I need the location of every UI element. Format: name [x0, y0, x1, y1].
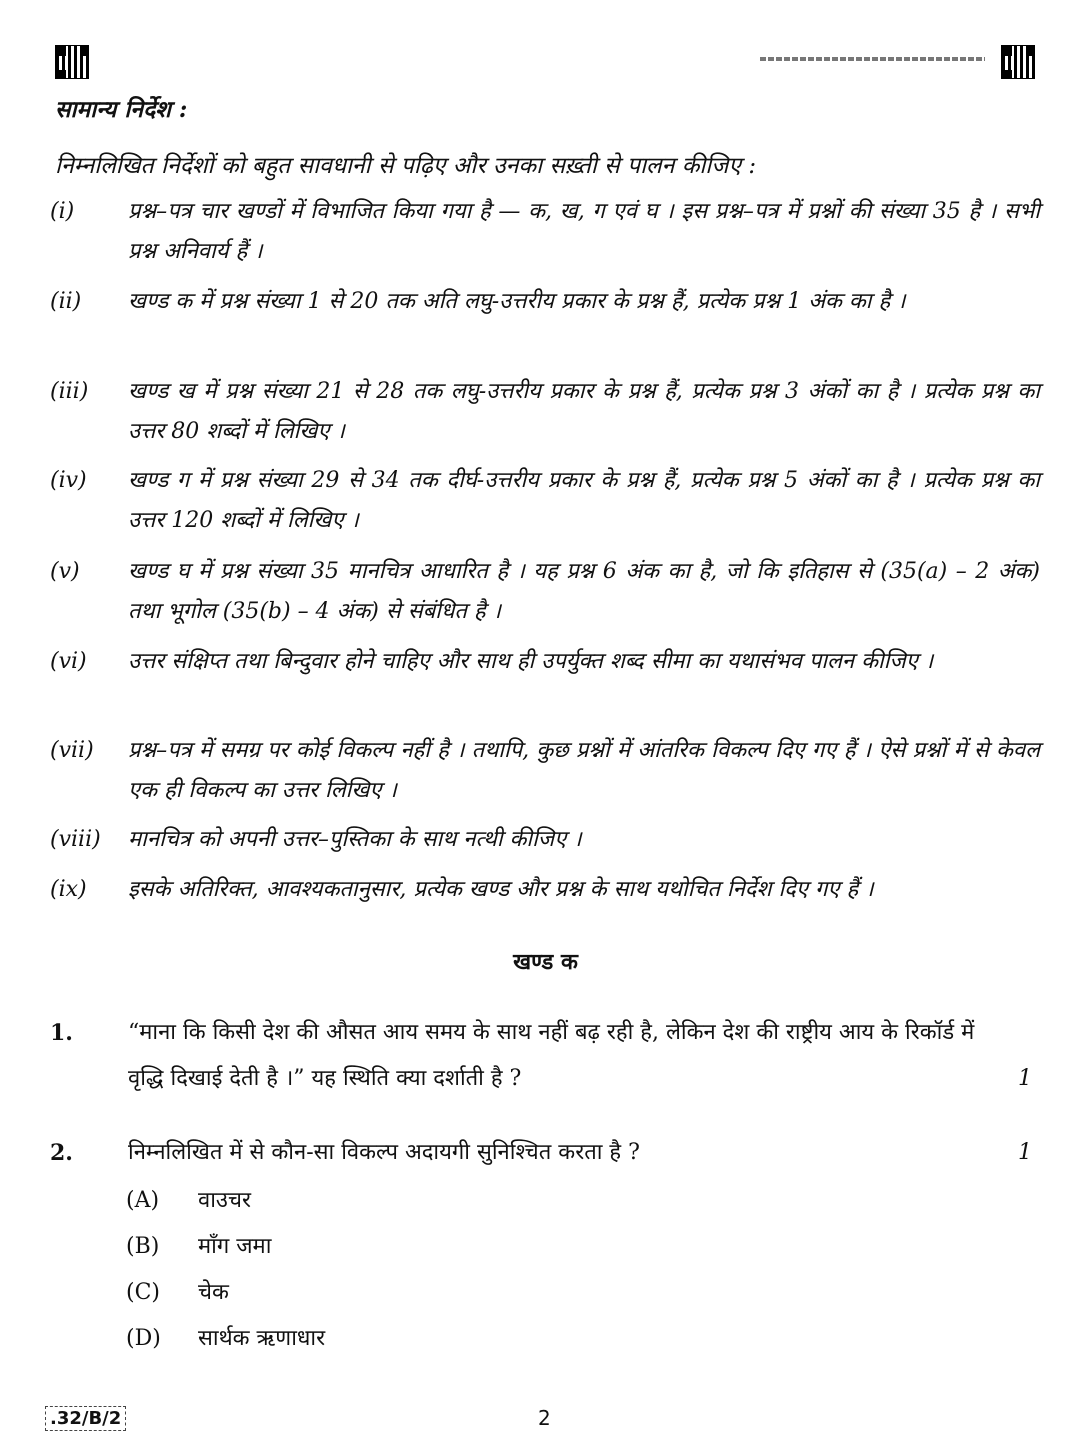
paper-code: .32/B/2 — [45, 1406, 126, 1431]
instruction-item — [50, 372, 1040, 452]
instruction-text: खण्ड घ में प्रश्न संख्या 35 मानचित्र आधारित है । यह प्रश्न 6 अंक का है, जो कि इतिहास से (35(a) – 2 अंक) तथा भूगोल (35(b) – 4 अंक) से संबंधित है । — [128, 559, 1040, 624]
question-marks: 1 — [1018, 1140, 1032, 1165]
option-item — [126, 1322, 325, 1352]
option-text: चेक — [198, 1280, 229, 1305]
option-label: (A) — [126, 1188, 160, 1213]
instruction-number: (vii) — [50, 738, 94, 763]
option-text: वाउचर — [198, 1188, 251, 1213]
instruction-number: (iv) — [50, 468, 87, 493]
option-text: माँग जमा — [198, 1234, 272, 1259]
page-number: 2 — [538, 1406, 551, 1430]
instruction-text: खण्ड ख में प्रश्न संख्या 21 से 28 तक लघु-उत्तरीय प्रकार के प्रश्न हैं, प्रत्येक प्रश्न 3 अंकों का है । प्रत्येक प्रश्न का उत्तर 80 शब्दों में लिखिए । — [128, 379, 1040, 444]
instruction-text: उत्तर संक्षिप्त तथा बिन्दुवार होने चाहिए और साथ ही उपर्युक्त शब्द सीमा का यथासंभव पालन कीजिए । — [128, 649, 934, 674]
question-number: 2. — [50, 1140, 73, 1166]
option-label: (C) — [126, 1280, 160, 1305]
instruction-item — [50, 870, 1040, 910]
instruction-text: प्रश्न–पत्र में समग्र पर कोई विकल्प नहीं है । तथापि, कुछ प्रश्नों में आंतरिक विकल्प दिए गए हैं । ऐसे प्रश्नों में से केवल एक ही विकल्प का उत्तर लिखिए । — [128, 738, 1040, 803]
instructions-intro: निम्नलिखित निर्देशों को बहुत सावधानी से पढ़िए और उनका सख़्ती से पालन कीजिए : — [55, 153, 757, 179]
question-text: निम्नलिखित में से कौन-सा विकल्प अदायगी सुनिश्चित करता है ? — [128, 1140, 640, 1165]
instruction-item — [50, 282, 1040, 322]
instruction-item — [50, 552, 1040, 632]
instruction-number: (iii) — [50, 379, 89, 404]
option-label: (D) — [126, 1326, 161, 1351]
general-instructions-heading: सामान्य निर्देश : — [55, 96, 188, 123]
instruction-number: (ii) — [50, 289, 82, 314]
instruction-number: (vi) — [50, 649, 87, 674]
instruction-number: (ix) — [50, 877, 87, 902]
instruction-text: मानचित्र को अपनी उत्तर–पुस्तिका के साथ नत्थी कीजिए । — [128, 827, 582, 852]
instruction-item — [50, 731, 1040, 811]
instruction-item — [50, 461, 1040, 541]
instruction-number: (viii) — [50, 827, 101, 852]
question-marks: 1 — [1018, 1066, 1032, 1091]
question-text: “माना कि किसी देश की औसत आय समय के साथ नहीं बढ़ रही है, लेकिन देश की राष्ट्रीय आय के रिकॉर्ड में वृद्धि दिखाई देती है ।” यह स्थिति क्या दर्शाती है ? — [128, 1020, 975, 1091]
instruction-item — [50, 642, 1040, 682]
option-item — [126, 1230, 271, 1260]
instruction-text: खण्ड ग में प्रश्न संख्या 29 से 34 तक दीर्घ-उत्तरीय प्रकार के प्रश्न हैं, प्रत्येक प्रश्न 5 अंकों का है । प्रत्येक प्रश्न का उत्तर 120 शब्दों में लिखिए । — [128, 468, 1040, 533]
microtext-line — [760, 57, 985, 61]
question-item — [50, 1010, 1040, 1102]
instruction-text: खण्ड क में प्रश्न संख्या 1 से 20 तक अति लघु-उत्तरीय प्रकार के प्रश्न हैं, प्रत्येक प्रश्न 1 अंक का है । — [128, 289, 906, 314]
instruction-number: (i) — [50, 199, 75, 224]
option-item — [126, 1184, 251, 1214]
instruction-number: (v) — [50, 559, 80, 584]
question-item — [50, 1130, 1040, 1176]
instruction-text: प्रश्न–पत्र चार खण्डों में विभाजित किया गया है — क, ख, ग एवं घ । इस प्रश्न–पत्र में प्रश्नों की संख्या 35 है । सभी प्रश्न अनिवार्य हैं । — [128, 199, 1040, 264]
instruction-item — [50, 192, 1040, 272]
option-text: सार्थक ऋणाधार — [198, 1326, 326, 1351]
instruction-text: इसके अतिरिक्त, आवश्यकतानुसार, प्रत्येक खण्ड और प्रश्न के साथ यथोचित निर्देश दिए गए हैं । — [128, 877, 874, 902]
qr-code-left — [55, 45, 89, 79]
section-title: खण्ड क — [513, 949, 578, 975]
instruction-item — [50, 820, 1040, 860]
option-item — [126, 1276, 229, 1306]
qr-code-right — [1001, 45, 1035, 79]
question-number: 1. — [50, 1020, 73, 1046]
option-label: (B) — [126, 1234, 160, 1259]
